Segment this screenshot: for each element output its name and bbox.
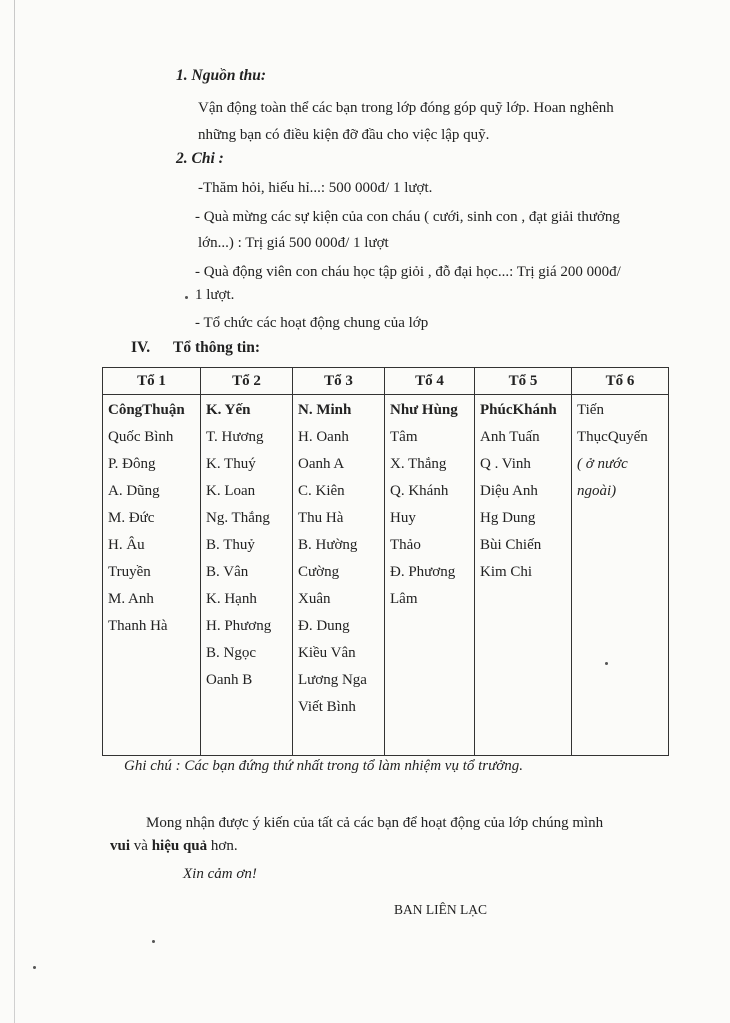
group-member: ThụcQuyến bbox=[577, 429, 648, 445]
group-member: K. Thuý bbox=[206, 456, 256, 472]
scan-speck bbox=[605, 662, 608, 665]
group-member: A. Dũng bbox=[108, 483, 160, 499]
section-number: IV. bbox=[131, 339, 151, 356]
group-member: Lâm bbox=[390, 591, 418, 607]
group-member: M. Anh bbox=[108, 591, 154, 607]
group-member: Anh Tuấn bbox=[480, 429, 540, 445]
group-header-5: Tổ 5 bbox=[475, 368, 572, 395]
group-member: K. Loan bbox=[206, 483, 256, 499]
group-member: H. Oanh bbox=[298, 429, 349, 445]
closing-word-hieuqua: hiệu quả bbox=[151, 838, 208, 854]
table-note: Ghi chú : Các bạn đứng thứ nhất trong tổ làm nhiệm vụ tổ trưởng. bbox=[124, 758, 524, 774]
page-edge-shadow bbox=[14, 0, 15, 1023]
group-member: PhúcKhánh bbox=[480, 402, 557, 418]
group-4-members bbox=[385, 395, 475, 756]
group-member-note: ngoài) bbox=[577, 483, 617, 499]
group-member: Tiến bbox=[577, 402, 604, 418]
groups-header-row bbox=[103, 368, 669, 395]
scan-speck bbox=[185, 296, 188, 299]
group-member: Bùi Chiến bbox=[480, 537, 542, 553]
group-3-members bbox=[293, 395, 385, 756]
closing-word-va: và bbox=[130, 838, 152, 854]
group-member: Thảo bbox=[390, 537, 421, 553]
group-member: Oanh B bbox=[206, 672, 253, 688]
group-member: Đ. Dung bbox=[298, 618, 350, 634]
group-header-3: Tổ 3 bbox=[293, 368, 385, 395]
expense-item-3a: - Quà động viên con cháu học tập giỏi , đỗ đại học...: Trị giá 200 000đ/ bbox=[195, 264, 621, 280]
group-member: Đ. Phương bbox=[390, 564, 456, 580]
group-member: C. Kiên bbox=[298, 483, 345, 499]
group-member: Tâm bbox=[390, 429, 418, 445]
section-title: Tổ thông tin: bbox=[173, 339, 260, 356]
group-member: Q. Khánh bbox=[390, 483, 449, 499]
group-member: Diệu Anh bbox=[480, 483, 538, 499]
group-header-1: Tổ 1 bbox=[103, 368, 201, 395]
group-member: B. Ngọc bbox=[206, 645, 256, 661]
group-member: Thu Hà bbox=[298, 510, 344, 526]
group-5-members bbox=[475, 395, 572, 756]
group-member: Oanh A bbox=[298, 456, 345, 472]
group-member: M. Đức bbox=[108, 510, 155, 526]
group-member: B. Hường bbox=[298, 537, 358, 553]
group-member: P. Đông bbox=[108, 456, 156, 472]
group-member: Ng. Thắng bbox=[206, 510, 270, 526]
group-member: X. Thắng bbox=[390, 456, 447, 472]
group-6-members bbox=[572, 395, 669, 756]
income-line-2: những bạn có điều kiện đỡ đầu cho việc lập quỹ. bbox=[198, 127, 490, 143]
expense-item-1: -Thăm hỏi, hiếu hỉ...: 500 000đ/ 1 lượt. bbox=[198, 180, 433, 196]
group-member: CôngThuận bbox=[108, 402, 185, 418]
group-member: Cường bbox=[298, 564, 340, 580]
group-header-6: Tổ 6 bbox=[572, 368, 669, 395]
scan-speck bbox=[33, 966, 36, 969]
group-member: Kim Chi bbox=[480, 564, 533, 580]
expense-item-4: - Tổ chức các hoạt động chung của lớp bbox=[195, 315, 429, 331]
group-member: Xuân bbox=[298, 591, 331, 607]
groups-table bbox=[102, 367, 669, 756]
group-member: Quốc Bình bbox=[108, 429, 174, 445]
group-member: B. Vân bbox=[206, 564, 249, 580]
group-member: Q . Vinh bbox=[480, 456, 531, 472]
closing-line-1: Mong nhận được ý kiến của tất cả các bạn để hoạt động của lớp chúng mình bbox=[146, 815, 604, 831]
group-header-2: Tổ 2 bbox=[201, 368, 293, 395]
group-member: H. Phương bbox=[206, 618, 272, 634]
closing-thanks: Xin cảm ơn! bbox=[183, 866, 257, 882]
group-member: Kiều Vân bbox=[298, 645, 356, 661]
expense-item-2a: - Quà mừng các sự kiện của con cháu ( cưới, sinh con , đạt giải thưởng bbox=[195, 209, 620, 225]
group-member: Viết Bình bbox=[298, 699, 356, 715]
group-member: K. Yến bbox=[206, 402, 251, 418]
group-member: Thanh Hà bbox=[108, 618, 168, 634]
group-2-members bbox=[201, 395, 293, 756]
scan-speck bbox=[152, 940, 155, 943]
group-1-members bbox=[103, 395, 201, 756]
group-member-note: ( ở nước bbox=[577, 456, 628, 472]
group-member: Lương Nga bbox=[298, 672, 367, 688]
group-member: B. Thuỷ bbox=[206, 537, 255, 553]
closing-word-hon: hơn. bbox=[207, 838, 238, 854]
group-header-4: Tổ 4 bbox=[385, 368, 475, 395]
group-member: H. Âu bbox=[108, 537, 145, 553]
group-member: Hg Dung bbox=[480, 510, 536, 526]
group-member: N. Minh bbox=[298, 402, 352, 418]
expense-item-3b: 1 lượt. bbox=[195, 287, 235, 303]
group-member: K. Hạnh bbox=[206, 591, 257, 607]
closing-line-2 bbox=[110, 838, 238, 855]
income-line-1: Vận động toàn thể các bạn trong lớp đóng góp quỹ lớp. Hoan nghênh bbox=[198, 100, 614, 116]
income-heading: 1. Nguồn thu: bbox=[176, 67, 267, 84]
group-member: T. Hương bbox=[206, 429, 264, 445]
signature: BAN LIÊN LẠC bbox=[394, 902, 487, 917]
group-member: Truyền bbox=[108, 564, 151, 580]
expense-item-2b: lớn...) : Trị giá 500 000đ/ 1 lượt bbox=[198, 235, 389, 251]
groups-members-row bbox=[103, 395, 669, 756]
group-member: Như Hùng bbox=[390, 402, 458, 418]
group-member: Huy bbox=[390, 510, 416, 526]
expense-heading: 2. Chi : bbox=[176, 150, 224, 167]
closing-word-vui: vui bbox=[110, 838, 131, 854]
